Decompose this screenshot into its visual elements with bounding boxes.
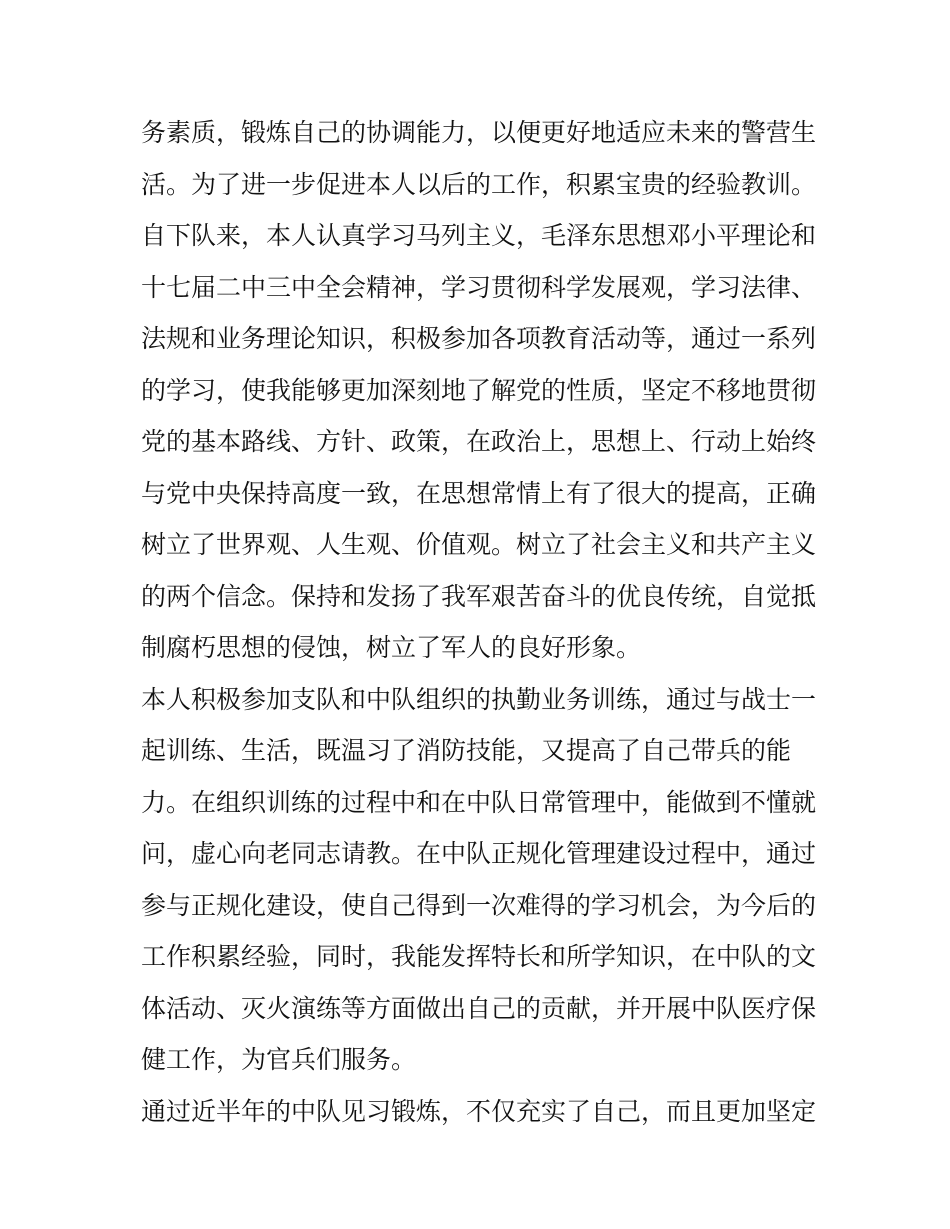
text-line: 通过近半年的中队见习锻炼，不仅充实了自己，而且更加坚定 bbox=[141, 1096, 817, 1126]
text-line: 自下队来，本人认真学习马列主义，毛泽东思想邓小平理论和 bbox=[141, 221, 817, 250]
text-line: 体活动、灭火演练等方面做出自己的贡献，并开展中队医疗保 bbox=[141, 993, 817, 1023]
text-line: 党的基本路线、方针、政策，在政治上，思想上、行动上始终 bbox=[141, 427, 817, 456]
text-line: 工作积累经验，同时，我能发挥特长和所学知识，在中队的文 bbox=[141, 942, 817, 971]
text-line: 力。在组织训练的过程中和在中队日常管理中，能做到不懂就 bbox=[141, 787, 817, 817]
text-line: 参与正规化建设，使自己得到一次难得的学习机会，为今后的 bbox=[141, 890, 817, 920]
text-line: 树立了世界观、人生观、价值观。树立了社会主义和共产主义 bbox=[141, 530, 817, 559]
text-line: 十七届二中三中全会精神，学习贯彻科学发展观，学习法律、 bbox=[141, 272, 817, 302]
text-line: 法规和业务理论知识，积极参加各项教育活动等，通过一系列 bbox=[141, 324, 817, 353]
document-body bbox=[141, 107, 821, 1137]
text-line: 务素质，锻炼自己的协调能力，以便更好地适应未来的警营生 bbox=[141, 118, 817, 147]
text-line: 活。为了进一步促进本人以后的工作，积累宝贵的经验教训。 bbox=[141, 169, 817, 199]
text-line: 的学习，使我能够更加深刻地了解党的性质，坚定不移地贯彻 bbox=[141, 375, 817, 405]
text-line: 制腐朽思想的侵蚀，树立了军人的良好形象。 bbox=[141, 633, 642, 662]
text-line: 起训练、生活，既温习了消防技能，又提高了自己带兵的能 bbox=[141, 736, 792, 765]
text-line: 本人积极参加支队和中队组织的执勤业务训练，通过与战士一 bbox=[141, 684, 817, 714]
text-line: 问，虚心向老同志请教。在中队正规化管理建设过程中，通过 bbox=[141, 839, 817, 868]
text-line: 与党中央保持高度一致，在思想常情上有了很大的提高，正确 bbox=[141, 478, 817, 508]
text-line: 的两个信念。保持和发扬了我军艰苦奋斗的优良传统，自觉抵 bbox=[141, 581, 817, 611]
text-line: 健工作，为官兵们服务。 bbox=[141, 1045, 417, 1074]
